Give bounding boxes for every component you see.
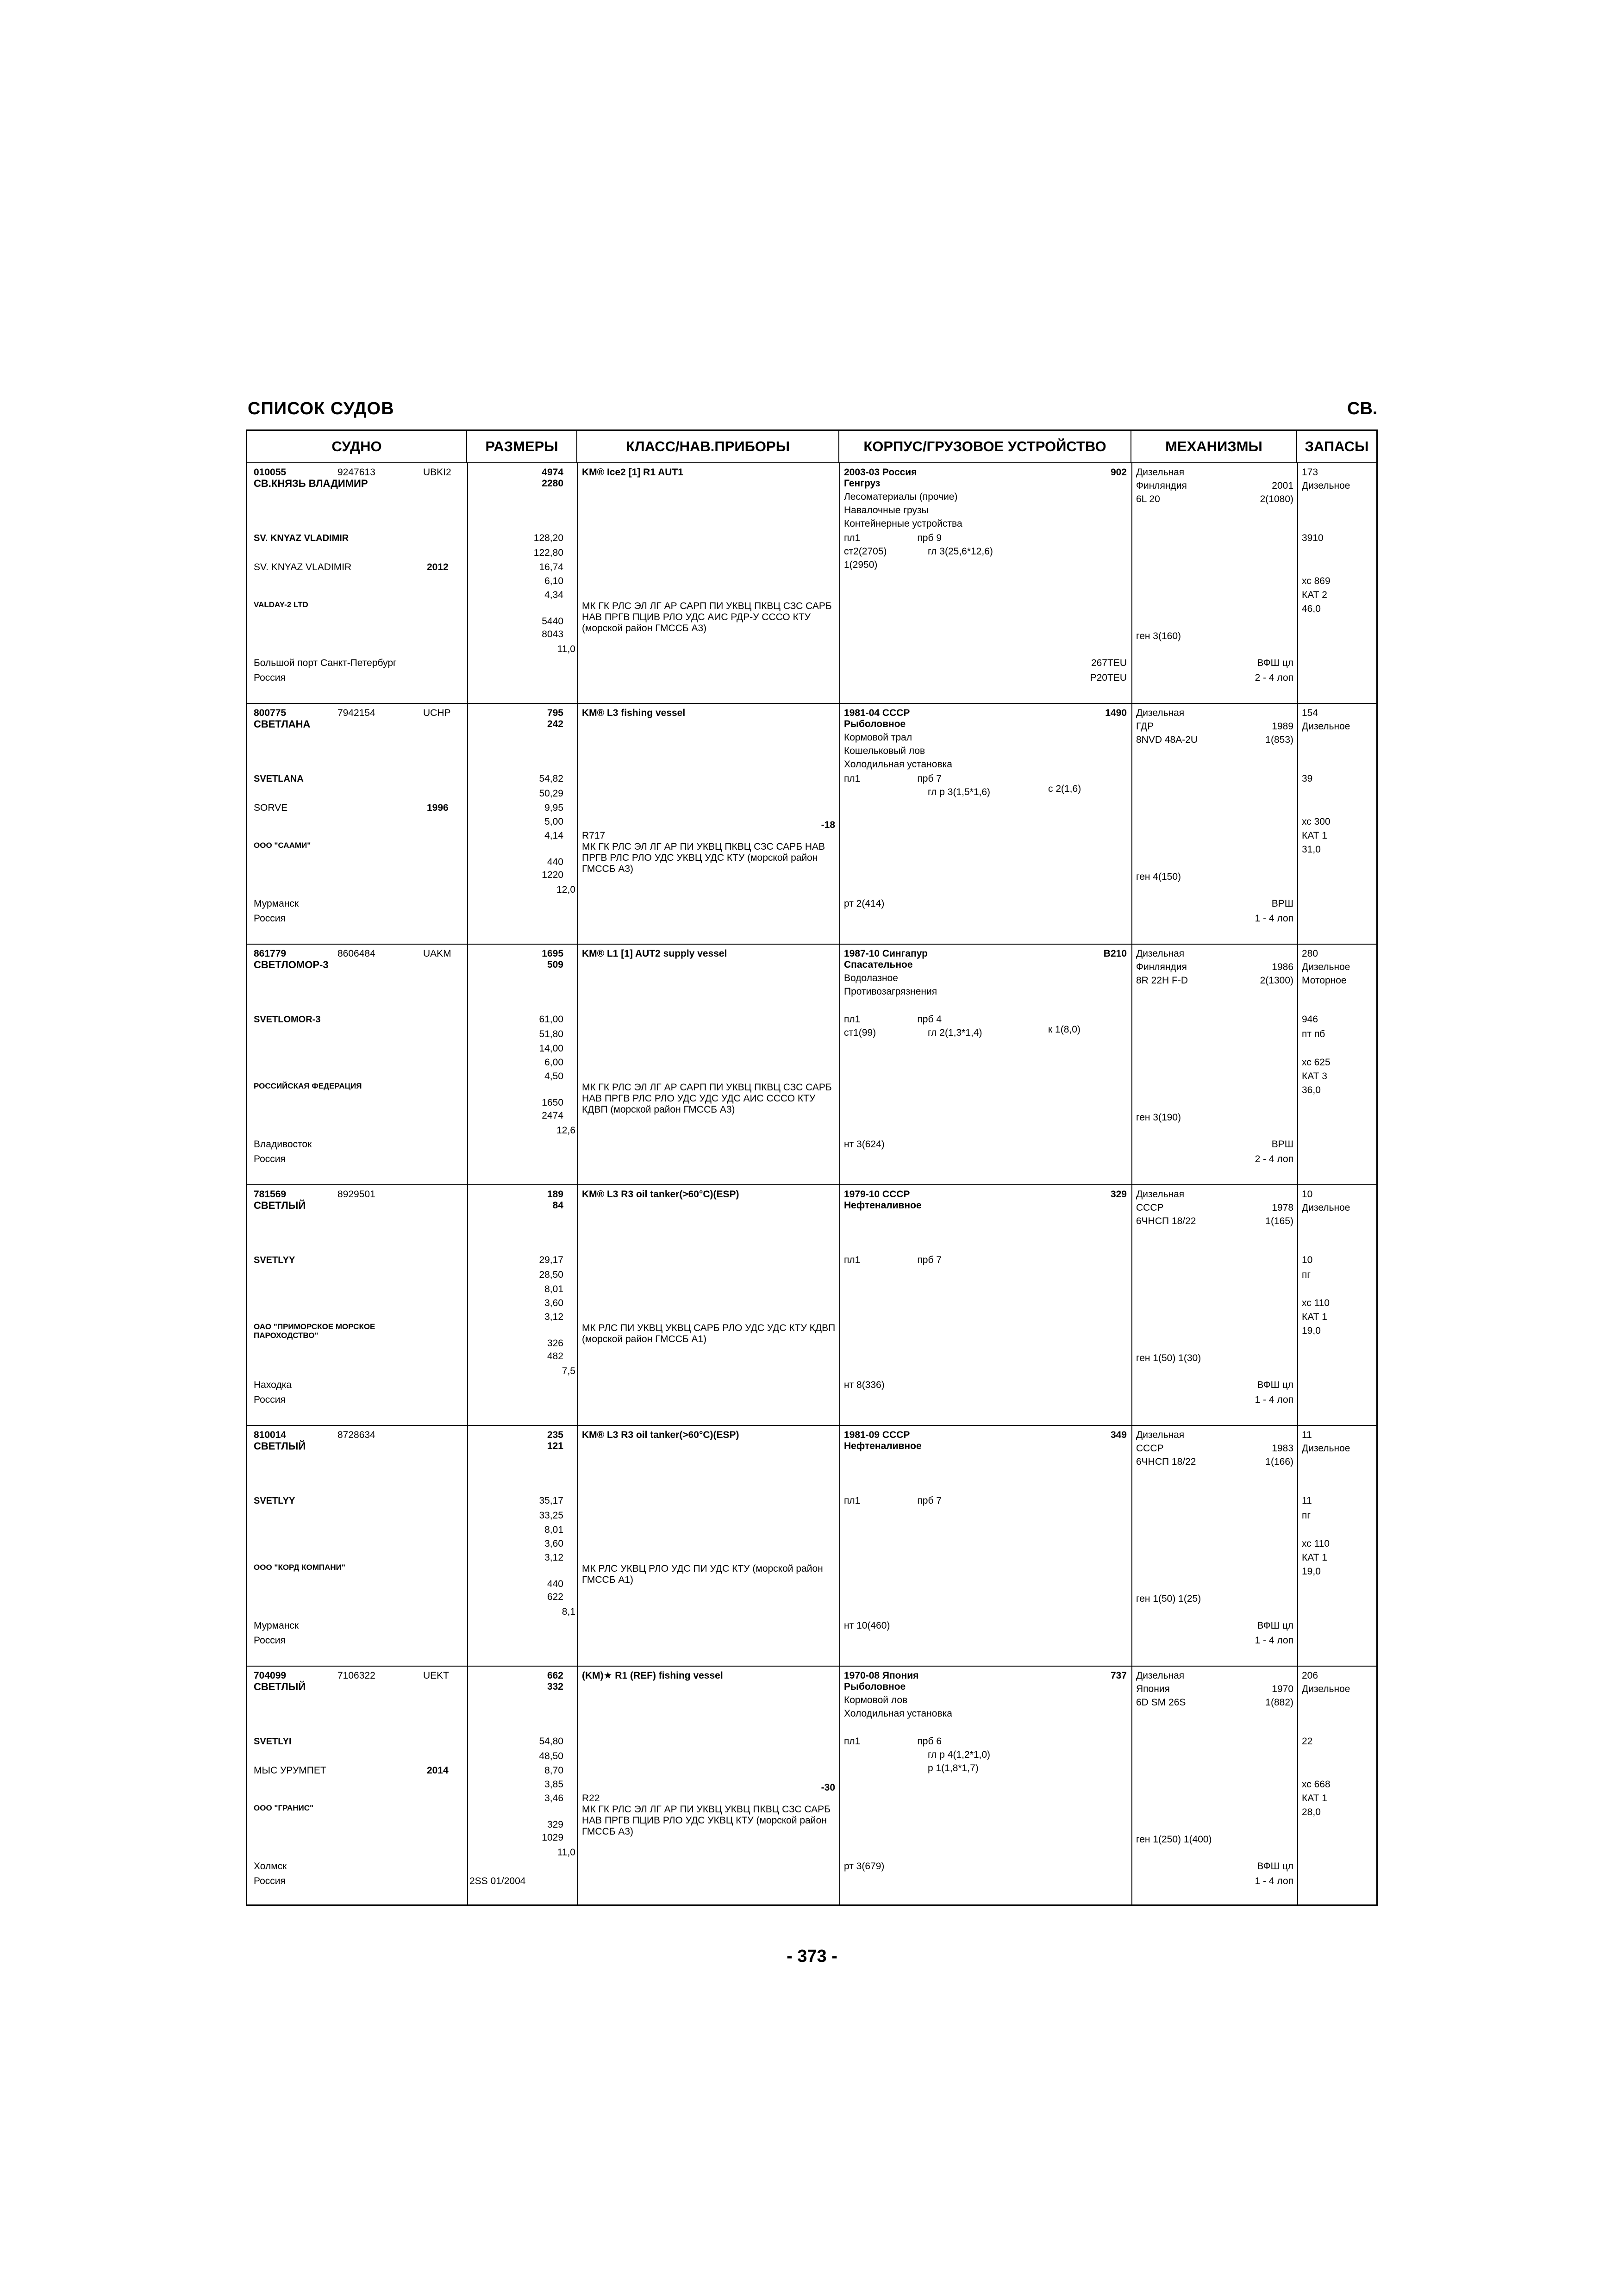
hull-number: 902 — [1110, 467, 1127, 478]
owner: РОССИЙСКАЯ ФЕДЕРАЦИЯ — [254, 1082, 362, 1090]
nav-equipment: МК ГК РЛС ЭЛ ЛГ АР САРП ПИ УКВЦ ПКВЦ СЗС САРБ НАВ ПРГВ ПЦИВ РЛО УДС АИС РДР-У СССО КТУ (морской район ГМССБ А3) — [582, 601, 832, 634]
hull-number: 1490 — [1105, 708, 1127, 718]
former-name: МЫС УРУМПЕТ — [254, 1765, 326, 1776]
build-date-country: 1981-04 СССР — [844, 708, 910, 718]
cargo-temperature: -30 — [821, 1782, 835, 1793]
nav-equipment: МК ГК РЛС ЭЛ ЛГ АР САРП ПИ УКВЦ ПКВЦ СЗС САРБ НАВ ПРГВ РЛС РЛО УДС УДС УДС АИС СССО КТУ КДВП (морской район ГМССБ А3) — [582, 1082, 832, 1115]
dimension-value: 8,01 — [544, 1524, 563, 1535]
vessel-name: СВЕТЛОМОР-3 — [254, 959, 329, 971]
reg-number: 704099 — [254, 1670, 287, 1681]
engine-year: 1970 — [1272, 1684, 1293, 1694]
dimension-value: 61,00 — [539, 1014, 563, 1025]
engine-info: 6ЧНСП 18/22 — [1136, 1456, 1196, 1467]
dimension-value: 3,85 — [544, 1779, 563, 1790]
stores-value: 19,0 — [1302, 1566, 1321, 1577]
reg-number: 800775 — [254, 708, 287, 718]
dimension-value: 51,80 — [539, 1029, 563, 1039]
nav-equipment: МК ГК РЛС ЭЛ ЛГ АР ПИ УКВЦ УКВЦ ПКВЦ СЗС САРБ НАВ ПРГВ ПЦИВ РЛО УДС УКВЦ КТУ (морской район ГМССБ А3) — [582, 1804, 831, 1837]
dimension-value: 4,34 — [544, 590, 563, 600]
hull-number: 737 — [1110, 1670, 1127, 1681]
class-notation: KM® L1 [1] AUT2 supply vessel — [582, 948, 727, 959]
vessel-type-line: Кормовой лов — [844, 1695, 908, 1705]
dimension-value: 84 — [552, 1200, 563, 1211]
propeller-blades: 1 - 4 лоп — [1255, 1394, 1293, 1405]
build-date-country: 2003-03 Россия — [844, 467, 917, 478]
propeller-blades: 2 - 4 лоп — [1255, 1154, 1293, 1164]
call-sign: UCHP — [423, 708, 451, 718]
dimension-value: 4,50 — [544, 1071, 563, 1082]
hull-deck-info: ст1(99) — [844, 1027, 876, 1038]
build-date-country: 1970-08 Япония — [844, 1670, 919, 1681]
generators: ген 3(160) — [1136, 631, 1181, 641]
propeller: ВРШ — [1271, 898, 1293, 909]
cargo-tanks: рт 2(414) — [844, 898, 885, 909]
engine-year: 1989 — [1272, 721, 1293, 732]
nav-equipment: МК РЛС ПИ УКВЦ УКВЦ САРБ РЛО УДС УДС КТУ КДВП (морской район ГМССБ А1) — [582, 1323, 836, 1344]
hull-deck-info: 1(2950) — [844, 560, 878, 570]
hull-hatch-info: прб 7 — [917, 1495, 942, 1506]
dimension-value: 11,0 — [557, 1847, 575, 1858]
dimension-value: 1695 — [542, 948, 563, 959]
stores-value: Дизельное — [1302, 962, 1350, 972]
cargo-tanks: рт 3(679) — [844, 1861, 885, 1872]
home-port: Мурманск — [254, 898, 299, 909]
dimension-value: 9,95 — [544, 803, 563, 813]
stores-value: КАТ 1 — [1302, 1793, 1327, 1804]
hull-hatch-info: прб 9 — [917, 533, 942, 543]
dimension-value: 35,17 — [539, 1495, 563, 1506]
dimension-value: 12,6 — [556, 1125, 575, 1136]
engine-info: 6D SM 26S — [1136, 1697, 1186, 1708]
hull-hatch-info: гл р 4(1,2*1,0) — [928, 1749, 991, 1760]
owner: ООО "КОРД КОМПАНИ" — [254, 1563, 345, 1572]
records-container — [247, 463, 1376, 1904]
flag-country: Россия — [254, 1394, 286, 1405]
stores-value: 28,0 — [1302, 1807, 1321, 1817]
flag-country: Россия — [254, 1154, 286, 1164]
former-name: SV. KNYAZ VLADIMIR — [254, 562, 352, 572]
stores-value: 206 — [1302, 1670, 1318, 1681]
dimension-value: 795 — [547, 708, 563, 718]
engine-info: ГДР — [1136, 721, 1154, 732]
build-date-country: 1979-10 СССР — [844, 1189, 910, 1200]
vessel-type-line: Нефтеналивное — [844, 1441, 922, 1451]
owner: ОАО "ПРИМОРСКОЕ МОРСКОЕ ПАРОХОДСТВО" — [254, 1322, 375, 1340]
stores-value: 36,0 — [1302, 1085, 1321, 1095]
engine-power: 1(882) — [1265, 1697, 1293, 1708]
engine-info: Япония — [1136, 1684, 1170, 1694]
dimension-value: 48,50 — [539, 1751, 563, 1761]
engine-info: 6L 20 — [1136, 494, 1160, 504]
vessel-type-line: Нефтеналивное — [844, 1200, 922, 1211]
call-sign: UAKM — [423, 948, 451, 959]
engine-year: 1983 — [1272, 1443, 1293, 1454]
dimension-value: 54,80 — [539, 1736, 563, 1747]
dimension-value: 2280 — [542, 478, 563, 489]
dimension-value: 5440 — [542, 616, 563, 627]
dimension-value: 6,10 — [544, 576, 563, 586]
refrigerant: R22 — [582, 1793, 600, 1804]
stores-value: 11 — [1302, 1495, 1312, 1506]
engine-info: Финляндия — [1136, 480, 1187, 491]
stores-value: Дизельное — [1302, 1202, 1350, 1213]
former-name: SORVE — [254, 803, 288, 813]
dimension-value: 329 — [547, 1819, 563, 1830]
vessel-record — [247, 463, 1376, 704]
vessel-name-latin: SVETLYY — [254, 1496, 295, 1506]
engine-power: 2(1080) — [1260, 494, 1293, 504]
propeller-blades: 1 - 4 лоп — [1255, 913, 1293, 924]
propeller-blades: 2 - 4 лоп — [1255, 672, 1293, 683]
stores-value: 31,0 — [1302, 844, 1321, 855]
engine-info: 6ЧНСП 18/22 — [1136, 1216, 1196, 1226]
register-note: 2SS 01/2004 — [469, 1876, 526, 1886]
generators: ген 1(50) 1(25) — [1136, 1593, 1201, 1604]
dimension-value: 6,00 — [544, 1057, 563, 1068]
dimension-value: 440 — [547, 1579, 563, 1589]
home-port: Большой порт Санкт-Петербург — [254, 658, 397, 668]
dimension-value: 242 — [547, 719, 563, 729]
page-number: - 373 - — [787, 1947, 837, 1966]
engine-info: Дизельная — [1136, 708, 1185, 718]
vessel-record — [247, 945, 1376, 1185]
vessel-type-line: Рыболовное — [844, 719, 906, 729]
dimension-value: 54,82 — [539, 773, 563, 784]
engine-info: Дизельная — [1136, 467, 1185, 478]
imo-number: 9247613 — [337, 467, 375, 478]
stores-value: 19,0 — [1302, 1325, 1321, 1336]
stores-value: 154 — [1302, 708, 1318, 718]
reg-number: 781569 — [254, 1189, 287, 1200]
stores-value: хс 625 — [1302, 1057, 1330, 1068]
dimension-value: 509 — [547, 959, 563, 970]
stores-value: пт пб — [1302, 1029, 1325, 1039]
imo-number: 8929501 — [337, 1189, 375, 1200]
stores-value: хс 668 — [1302, 1779, 1330, 1790]
dimension-value: 1650 — [542, 1097, 563, 1108]
stores-value: КАТ 1 — [1302, 1312, 1327, 1322]
hull-deck-info: пл1 — [844, 1736, 861, 1747]
propeller: ВРШ — [1271, 1139, 1293, 1150]
page-header-section: СВ. — [1347, 399, 1378, 418]
stores-value: Дизельное — [1302, 1443, 1350, 1454]
refrigerant: R717 — [582, 830, 606, 841]
stores-value: Дизельное — [1302, 721, 1350, 732]
call-sign: UBKI2 — [423, 467, 451, 478]
stores-value: 46,0 — [1302, 604, 1321, 614]
dimension-value: 1029 — [542, 1832, 563, 1843]
former-name-year: 1996 — [427, 803, 449, 813]
hull-hatch-info: прб 7 — [917, 773, 942, 784]
nav-equipment: МК РЛС УКВЦ РЛО УДС ПИ УДС КТУ (морской район ГМССБ А1) — [582, 1563, 823, 1585]
vessel-name: СВЕТЛЫЙ — [254, 1200, 306, 1211]
stores-value: пг — [1302, 1269, 1311, 1280]
vessel-name-latin: SVETLYI — [254, 1736, 292, 1747]
class-notation: KM® L3 R3 oil tanker(>60°C)(ESP) — [582, 1189, 739, 1200]
engine-info: СССР — [1136, 1443, 1164, 1454]
propeller: ВФШ цл — [1257, 1620, 1293, 1631]
engine-info: Дизельная — [1136, 1189, 1185, 1200]
hull-hatch-info: прб 7 — [917, 1255, 942, 1265]
propeller-blades: 1 - 4 лоп — [1255, 1635, 1293, 1646]
stores-value: хс 869 — [1302, 576, 1330, 586]
dimension-value: 3,12 — [544, 1312, 563, 1322]
hull-deck-info: пл1 — [844, 1495, 861, 1506]
crane-info: с 2(1,6) — [1048, 784, 1081, 794]
dimension-value: 3,12 — [544, 1552, 563, 1563]
dimension-value: 1220 — [542, 870, 563, 880]
dimension-value: 7,5 — [562, 1366, 575, 1376]
dimension-value: 5,00 — [544, 816, 563, 827]
generators: ген 1(50) 1(30) — [1136, 1353, 1201, 1363]
engine-year: 1978 — [1272, 1202, 1293, 1213]
dimension-value: 8,01 — [544, 1284, 563, 1294]
vessel-name: СВ.КНЯЗЬ ВЛАДИМИР — [254, 478, 368, 489]
vessel-name-latin: SVETLANA — [254, 774, 304, 784]
dimension-value: 12,0 — [556, 884, 575, 895]
generators: ген 1(250) 1(400) — [1136, 1834, 1212, 1845]
page-header-title: СПИСОК СУДОВ — [248, 399, 394, 418]
engine-power: 1(165) — [1265, 1216, 1293, 1226]
hull-hatch-info: гл 3(25,6*12,6) — [928, 546, 993, 557]
dimension-value: 50,29 — [539, 788, 563, 799]
engine-power: 2(1300) — [1260, 975, 1293, 986]
owner: ООО "ГРАНИС" — [254, 1804, 314, 1812]
crane-info: к 1(8,0) — [1048, 1024, 1081, 1035]
imo-number: 7106322 — [337, 1670, 375, 1681]
vessel-type-line: Контейнерные устройства — [844, 518, 962, 529]
nav-equipment: МК ГК РЛС ЭЛ ЛГ АР ПИ УКВЦ ПКВЦ СЗС САРБ НАВ ПРГВ РЛС РЛО УДС УКВЦ УДС КТУ (морской район ГМССБ А3) — [582, 841, 825, 874]
dimension-value: 28,50 — [539, 1269, 563, 1280]
dimension-value: 8,1 — [562, 1606, 575, 1617]
hull-hatch-info: гл 2(1,3*1,4) — [928, 1027, 982, 1038]
stores-value: 11 — [1302, 1430, 1312, 1440]
dimension-value: 189 — [547, 1189, 563, 1200]
vessel-type-line: Лесоматериалы (прочие) — [844, 492, 958, 502]
vessel-name-latin: SV. KNYAZ VLADIMIR — [254, 533, 349, 543]
engine-power: 1(853) — [1265, 734, 1293, 745]
class-notation: KM® L3 R3 oil tanker(>60°C)(ESP) — [582, 1430, 739, 1440]
hull-hatch-info: гл р 3(1,5*1,6) — [928, 787, 991, 797]
vessel-name: СВЕТЛЫЙ — [254, 1440, 306, 1452]
vessel-record — [247, 704, 1376, 945]
stores-value: 22 — [1302, 1736, 1313, 1747]
dimension-value: 662 — [547, 1670, 563, 1681]
propeller: ВФШ цл — [1257, 658, 1293, 668]
vessel-type-line: Рыболовное — [844, 1681, 906, 1692]
teu-capacity: P20TEU — [1090, 672, 1127, 683]
cargo-tanks: нт 3(624) — [844, 1139, 885, 1150]
dimension-value: 2474 — [542, 1110, 563, 1121]
stores-value: Дизельное — [1302, 480, 1350, 491]
vessel-name-latin: SVETLYY — [254, 1255, 295, 1265]
engine-info: СССР — [1136, 1202, 1164, 1213]
dimension-value: 3,60 — [544, 1298, 563, 1308]
dimension-value: 8043 — [542, 629, 563, 640]
call-sign: UEKT — [423, 1670, 450, 1681]
hull-hatch-info: р 1(1,8*1,7) — [928, 1763, 979, 1773]
vessel-record — [247, 1185, 1376, 1426]
home-port: Владивосток — [254, 1139, 312, 1150]
stores-value: 10 — [1302, 1255, 1313, 1265]
vessel-name: СВЕТЛЫЙ — [254, 1681, 306, 1692]
stores-value: КАТ 3 — [1302, 1071, 1327, 1082]
hull-hatch-info: прб 4 — [917, 1014, 942, 1025]
cargo-temperature: -18 — [821, 820, 835, 830]
stores-value: 3910 — [1302, 533, 1324, 543]
engine-info: Дизельная — [1136, 948, 1185, 959]
dimension-value: 11,0 — [557, 644, 575, 654]
vessel-type-line: Противозагрязнения — [844, 986, 937, 997]
dimension-value: 3,46 — [544, 1793, 563, 1804]
hull-deck-info: пл1 — [844, 773, 861, 784]
hull-number: B210 — [1103, 948, 1127, 959]
build-date-country: 1981-09 СССР — [844, 1430, 910, 1440]
dimension-value: 33,25 — [539, 1510, 563, 1521]
stores-value: 39 — [1302, 773, 1313, 784]
home-port: Мурманск — [254, 1620, 299, 1631]
dimension-value: 482 — [547, 1351, 563, 1362]
imo-number: 7942154 — [337, 708, 375, 718]
vessel-record — [247, 1667, 1376, 1907]
dimension-value: 4974 — [542, 467, 563, 478]
stores-value: хс 300 — [1302, 816, 1330, 827]
engine-info: 8R 22H F-D — [1136, 975, 1188, 986]
stores-value: Моторное — [1302, 975, 1347, 986]
imo-number: 8728634 — [337, 1430, 375, 1440]
col-class: КЛАСС/НАВ.ПРИБОРЫ — [577, 431, 839, 462]
engine-info: Дизельная — [1136, 1670, 1185, 1681]
class-notation: (KM)★ R1 (REF) fishing vessel — [582, 1670, 723, 1681]
dimension-value: 332 — [547, 1681, 563, 1692]
dimension-value: 3,60 — [544, 1538, 563, 1549]
stores-value: хс 110 — [1302, 1538, 1330, 1549]
dimension-value: 440 — [547, 857, 563, 867]
cargo-tanks: нт 8(336) — [844, 1380, 885, 1390]
engine-info: 8NVD 48A-2U — [1136, 734, 1198, 745]
flag-country: Россия — [254, 1876, 286, 1886]
hull-hatch-info: прб 6 — [917, 1736, 942, 1747]
reg-number: 010055 — [254, 467, 287, 478]
reg-number: 810014 — [254, 1430, 287, 1440]
stores-value: пг — [1302, 1510, 1311, 1521]
hull-deck-info: пл1 — [844, 1014, 861, 1025]
owner: ООО "СААМИ" — [254, 841, 311, 850]
teu-capacity: 267TEU — [1091, 658, 1127, 668]
flag-country: Россия — [254, 1635, 286, 1646]
vessel-type-line: Холодильная установка — [844, 1708, 952, 1719]
dimension-value: 235 — [547, 1430, 563, 1440]
vessel-type-line: Генгруз — [844, 478, 881, 489]
dimension-value: 122,80 — [533, 548, 563, 558]
build-date-country: 1987-10 Сингапур — [844, 948, 928, 959]
dimension-value: 622 — [547, 1592, 563, 1602]
class-notation: KM® L3 fishing vessel — [582, 708, 686, 718]
dimension-value: 14,00 — [539, 1043, 563, 1054]
dimension-value: 326 — [547, 1338, 563, 1349]
former-name-year: 2012 — [427, 562, 449, 572]
flag-country: Россия — [254, 913, 286, 924]
stores-value: КАТ 1 — [1302, 830, 1327, 841]
former-name-year: 2014 — [427, 1765, 449, 1776]
hull-deck-info: пл1 — [844, 1255, 861, 1265]
propeller-blades: 1 - 4 лоп — [1255, 1876, 1293, 1886]
col-hull: КОРПУС/ГРУЗОВОЕ УСТРОЙСТВО — [839, 431, 1131, 462]
col-machinery: МЕХАНИЗМЫ — [1131, 431, 1297, 462]
stores-value: КАТ 1 — [1302, 1552, 1327, 1563]
cargo-tanks: нт 10(460) — [844, 1620, 890, 1631]
stores-value: хс 110 — [1302, 1298, 1330, 1308]
stores-value: КАТ 2 — [1302, 590, 1327, 600]
vessel-record — [247, 1426, 1376, 1667]
owner: VALDAY-2 LTD — [254, 600, 308, 609]
col-stores: ЗАПАСЫ — [1305, 438, 1369, 454]
propeller: ВФШ цл — [1257, 1380, 1293, 1390]
stores-value: Дизельное — [1302, 1684, 1350, 1694]
hull-number: 329 — [1110, 1189, 1127, 1200]
dimension-value: 8,70 — [544, 1765, 563, 1776]
engine-power: 1(166) — [1265, 1456, 1293, 1467]
vessel-type-line: Водолазное — [844, 973, 898, 983]
stores-value: 10 — [1302, 1189, 1313, 1200]
stores-value: 173 — [1302, 467, 1318, 478]
col-vessel: СУДНО — [247, 431, 467, 462]
home-port: Холмск — [254, 1861, 287, 1872]
dimension-value: 4,14 — [544, 830, 563, 841]
dimension-value: 128,20 — [533, 533, 563, 543]
imo-number: 8606484 — [337, 948, 375, 959]
class-notation: KM® Ice2 [1] R1 AUT1 — [582, 467, 683, 478]
stores-value: 280 — [1302, 948, 1318, 959]
vessel-type-line: Навалочные грузы — [844, 505, 929, 516]
vessel-type-line: Спасательное — [844, 959, 913, 970]
hull-deck-info: ст2(2705) — [844, 546, 887, 557]
col-dimensions: РАЗМЕРЫ — [467, 431, 577, 462]
generators: ген 4(150) — [1136, 871, 1181, 882]
engine-year: 2001 — [1272, 480, 1293, 491]
engine-info: Дизельная — [1136, 1430, 1185, 1440]
ships-table — [246, 429, 1378, 1906]
dimension-value: 29,17 — [539, 1255, 563, 1265]
vessel-type-line: Кормовой трал — [844, 732, 912, 743]
stores-value: 946 — [1302, 1014, 1318, 1025]
hull-deck-info: пл1 — [844, 533, 861, 543]
home-port: Находка — [254, 1380, 292, 1390]
propeller: ВФШ цл — [1257, 1861, 1293, 1872]
reg-number: 861779 — [254, 948, 287, 959]
dimension-value: 16,74 — [539, 562, 563, 572]
engine-year: 1986 — [1272, 962, 1293, 972]
flag-country: Россия — [254, 672, 286, 683]
hull-number: 349 — [1110, 1430, 1127, 1440]
vessel-type-line: Холодильная установка — [844, 759, 952, 770]
vessel-type-line: Кошельковый лов — [844, 746, 925, 756]
dimension-value: 121 — [547, 1441, 563, 1451]
engine-info: Финляндия — [1136, 962, 1187, 972]
vessel-name: СВЕТЛАНА — [254, 718, 311, 730]
generators: ген 3(190) — [1136, 1112, 1181, 1123]
vessel-name-latin: SVETLOMOR-3 — [254, 1014, 321, 1025]
